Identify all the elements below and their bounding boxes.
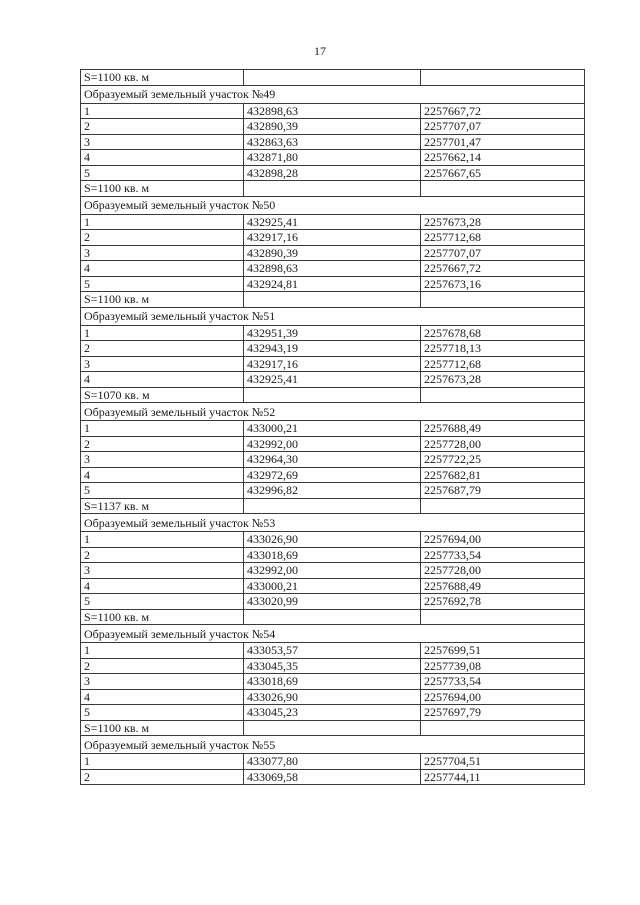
area-cell: S=1137 кв. м — [81, 498, 244, 514]
empty-cell — [244, 609, 421, 625]
table-row — [81, 674, 585, 690]
point-number: 2 — [81, 547, 244, 563]
table-row — [81, 452, 585, 468]
section-title-row — [81, 85, 585, 103]
point-number: 2 — [81, 769, 244, 785]
coordinate-x: 432925,41 — [244, 214, 421, 230]
page-number: 17 — [314, 44, 326, 58]
coordinate-x: 433000,21 — [244, 578, 421, 594]
coordinate-y: 2257682,81 — [421, 467, 585, 483]
point-number: 5 — [81, 483, 244, 499]
area-row — [81, 387, 585, 403]
table-row — [81, 341, 585, 357]
table-row — [81, 467, 585, 483]
section-title-row — [81, 307, 585, 325]
table-row — [81, 165, 585, 181]
table-row — [81, 261, 585, 277]
empty-cell — [244, 720, 421, 736]
coordinate-y: 2257707,07 — [421, 119, 585, 135]
point-number: 3 — [81, 245, 244, 261]
coordinates-table-body — [81, 70, 585, 785]
coordinate-x: 433045,35 — [244, 658, 421, 674]
coordinate-y: 2257744,11 — [421, 769, 585, 785]
section-title-row — [81, 196, 585, 214]
coordinate-x: 433045,23 — [244, 705, 421, 721]
section-title: Образуемый земельный участок №50 — [81, 196, 585, 214]
point-number: 1 — [81, 532, 244, 548]
table-row — [81, 150, 585, 166]
coordinate-x: 433020,99 — [244, 594, 421, 610]
coordinate-y: 2257712,68 — [421, 230, 585, 246]
point-number: 5 — [81, 165, 244, 181]
empty-cell — [421, 720, 585, 736]
point-number: 1 — [81, 421, 244, 437]
point-number: 1 — [81, 325, 244, 341]
section-title-row — [81, 403, 585, 421]
coordinate-y: 2257707,07 — [421, 245, 585, 261]
empty-cell — [421, 387, 585, 403]
coordinate-x: 432992,00 — [244, 436, 421, 452]
point-number: 2 — [81, 230, 244, 246]
coordinate-x: 433018,69 — [244, 674, 421, 690]
coordinate-x: 432924,81 — [244, 276, 421, 292]
point-number: 3 — [81, 134, 244, 150]
table-row — [81, 643, 585, 659]
coordinate-x: 433018,69 — [244, 547, 421, 563]
table-row — [81, 356, 585, 372]
coordinate-x: 433069,58 — [244, 769, 421, 785]
area-row — [81, 292, 585, 308]
empty-cell — [244, 181, 421, 197]
coordinate-y: 2257697,79 — [421, 705, 585, 721]
table-row — [81, 325, 585, 341]
point-number: 5 — [81, 705, 244, 721]
coordinate-y: 2257673,16 — [421, 276, 585, 292]
area-row — [81, 720, 585, 736]
empty-cell — [421, 70, 585, 86]
coordinate-x: 432943,19 — [244, 341, 421, 357]
coordinate-x: 432951,39 — [244, 325, 421, 341]
table-row — [81, 689, 585, 705]
coordinate-x: 433026,90 — [244, 532, 421, 548]
coordinate-y: 2257718,13 — [421, 341, 585, 357]
coordinate-x: 432917,16 — [244, 356, 421, 372]
table-row — [81, 578, 585, 594]
coordinate-x: 433000,21 — [244, 421, 421, 437]
coordinate-y: 2257673,28 — [421, 214, 585, 230]
table-row — [81, 276, 585, 292]
section-title: Образуемый земельный участок №54 — [81, 625, 585, 643]
coordinate-x: 432871,80 — [244, 150, 421, 166]
point-number: 2 — [81, 658, 244, 674]
section-title: Образуемый земельный участок №52 — [81, 403, 585, 421]
table-row — [81, 214, 585, 230]
coordinate-y: 2257733,54 — [421, 547, 585, 563]
coordinate-y: 2257701,47 — [421, 134, 585, 150]
point-number: 3 — [81, 356, 244, 372]
coordinate-y: 2257733,54 — [421, 674, 585, 690]
coordinate-x: 432992,00 — [244, 563, 421, 579]
section-title-row — [81, 514, 585, 532]
point-number: 4 — [81, 150, 244, 166]
point-number: 3 — [81, 452, 244, 468]
table-row — [81, 532, 585, 548]
point-number: 1 — [81, 103, 244, 119]
table-row — [81, 769, 585, 785]
point-number: 4 — [81, 689, 244, 705]
table-row — [81, 230, 585, 246]
empty-cell — [244, 292, 421, 308]
table-row — [81, 119, 585, 135]
section-title-row — [81, 625, 585, 643]
point-number: 2 — [81, 436, 244, 452]
coordinate-y: 2257704,51 — [421, 754, 585, 770]
section-title: Образуемый земельный участок №49 — [81, 85, 585, 103]
coordinate-y: 2257712,68 — [421, 356, 585, 372]
empty-cell — [421, 498, 585, 514]
coordinate-x: 432996,82 — [244, 483, 421, 499]
coordinate-x: 432863,63 — [244, 134, 421, 150]
coordinate-y: 2257728,00 — [421, 563, 585, 579]
coordinate-x: 432917,16 — [244, 230, 421, 246]
table-row — [81, 547, 585, 563]
area-row — [81, 498, 585, 514]
table-row — [81, 594, 585, 610]
coordinate-y: 2257694,00 — [421, 532, 585, 548]
coordinate-y: 2257673,28 — [421, 372, 585, 388]
empty-cell — [244, 70, 421, 86]
coordinate-x: 432964,30 — [244, 452, 421, 468]
section-title-row — [81, 736, 585, 754]
area-row — [81, 70, 585, 86]
coordinate-x: 432890,39 — [244, 119, 421, 135]
empty-cell — [421, 181, 585, 197]
empty-cell — [244, 387, 421, 403]
coordinate-x: 432898,63 — [244, 261, 421, 277]
point-number: 1 — [81, 214, 244, 230]
coordinates-table — [80, 69, 585, 785]
coordinate-y: 2257667,65 — [421, 165, 585, 181]
table-row — [81, 134, 585, 150]
area-cell: S=1100 кв. м — [81, 292, 244, 308]
area-cell: S=1100 кв. м — [81, 720, 244, 736]
coordinate-y: 2257667,72 — [421, 261, 585, 277]
table-row — [81, 483, 585, 499]
section-title: Образуемый земельный участок №53 — [81, 514, 585, 532]
coordinate-y: 2257728,00 — [421, 436, 585, 452]
area-cell: S=1100 кв. м — [81, 181, 244, 197]
area-row — [81, 609, 585, 625]
table-row — [81, 563, 585, 579]
point-number: 4 — [81, 372, 244, 388]
point-number: 4 — [81, 261, 244, 277]
point-number: 3 — [81, 563, 244, 579]
point-number: 3 — [81, 674, 244, 690]
area-cell: S=1100 кв. м — [81, 70, 244, 86]
coordinate-y: 2257722,25 — [421, 452, 585, 468]
coordinate-y: 2257678,68 — [421, 325, 585, 341]
coordinate-x: 433026,90 — [244, 689, 421, 705]
coordinate-x: 433077,80 — [244, 754, 421, 770]
table-row — [81, 421, 585, 437]
section-title: Образуемый земельный участок №55 — [81, 736, 585, 754]
point-number: 4 — [81, 578, 244, 594]
coordinate-x: 432890,39 — [244, 245, 421, 261]
point-number: 1 — [81, 643, 244, 659]
point-number: 5 — [81, 276, 244, 292]
table-row — [81, 436, 585, 452]
coordinate-x: 433053,57 — [244, 643, 421, 659]
point-number: 2 — [81, 341, 244, 357]
coordinate-x: 432972,69 — [244, 467, 421, 483]
coordinate-y: 2257688,49 — [421, 421, 585, 437]
coordinate-y: 2257667,72 — [421, 103, 585, 119]
coordinate-y: 2257662,14 — [421, 150, 585, 166]
coordinate-y: 2257688,49 — [421, 578, 585, 594]
point-number: 4 — [81, 467, 244, 483]
point-number: 2 — [81, 119, 244, 135]
empty-cell — [421, 609, 585, 625]
coordinate-y: 2257687,79 — [421, 483, 585, 499]
empty-cell — [421, 292, 585, 308]
point-number: 1 — [81, 754, 244, 770]
coordinate-y: 2257739,08 — [421, 658, 585, 674]
coordinate-y: 2257694,00 — [421, 689, 585, 705]
table-row — [81, 705, 585, 721]
area-cell: S=1070 кв. м — [81, 387, 244, 403]
coordinate-y: 2257692,78 — [421, 594, 585, 610]
table-row — [81, 372, 585, 388]
coordinate-y: 2257699,51 — [421, 643, 585, 659]
table-row — [81, 103, 585, 119]
coordinate-x: 432898,63 — [244, 103, 421, 119]
coordinate-x: 432925,41 — [244, 372, 421, 388]
table-row — [81, 754, 585, 770]
area-row — [81, 181, 585, 197]
coordinate-x: 432898,28 — [244, 165, 421, 181]
empty-cell — [244, 498, 421, 514]
point-number: 5 — [81, 594, 244, 610]
table-row — [81, 658, 585, 674]
table-row — [81, 245, 585, 261]
section-title: Образуемый земельный участок №51 — [81, 307, 585, 325]
area-cell: S=1100 кв. м — [81, 609, 244, 625]
